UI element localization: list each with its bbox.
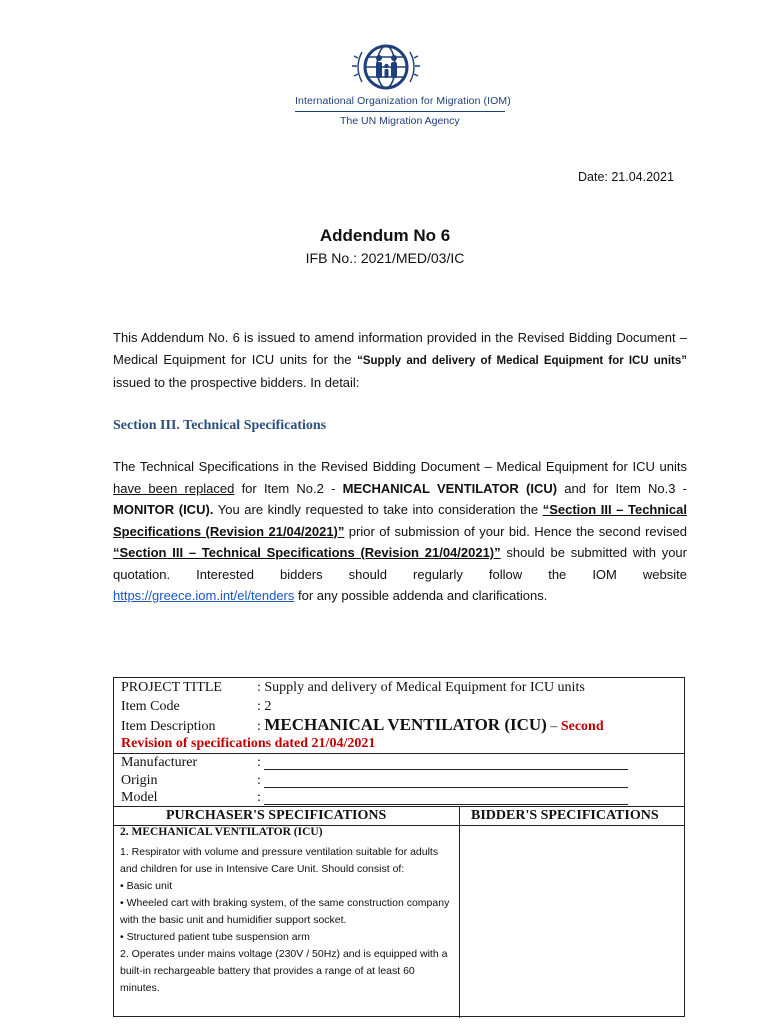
bidder-spec-header: BIDDER'S SPECIFICATIONS <box>471 808 659 823</box>
body-text: for any possible addenda and clarifications. <box>294 588 548 603</box>
intro-bold-title: “Supply and delivery of Medical Equipment for ICU units” <box>357 354 687 367</box>
ifb-number: IFB No.: 2021/MED/03/IC <box>305 250 465 266</box>
body-text: should be submitted with your quotation. Interested bidders should regularly follow the IOM website <box>113 545 687 582</box>
logo-tagline: The UN Migration Agency <box>340 115 460 127</box>
purchaser-spec-header: PURCHASER'S SPECIFICATIONS <box>166 808 387 823</box>
spec-line: • Basic unit <box>120 880 173 892</box>
spec-list <box>120 844 455 997</box>
manufacturer-field[interactable] <box>264 769 628 770</box>
item-description-label: Item Description <box>121 719 216 734</box>
document-title: Addendum No 6 <box>319 226 451 245</box>
item-code-value: : 2 <box>257 699 272 714</box>
section-heading: Section III. Technical Specifications <box>113 418 327 433</box>
spec-line: 1. Respirator with volume and pressure ventilation suitable for adults and children for use in Intensive Care Unit. Should consist of: <box>120 846 439 875</box>
item-description-name: MECHANICAL VENTILATOR (ICU) <box>264 715 547 734</box>
section-ref-1: “Section III – Technical Specifications (Revision 21/04/2021)” <box>113 502 687 539</box>
intro-text-end: issued to the prospective bidders. In detail: <box>113 375 360 390</box>
colon: : <box>257 719 265 734</box>
logo-org-name: International Organization for Migration (IOM) <box>295 95 511 107</box>
item-2-name: MECHANICAL VENTILATOR (ICU) <box>342 480 558 496</box>
document-date: Date: 21.04.2021 <box>578 170 674 184</box>
spec-title: 2. MECHANICAL VENTILATOR (ICU) <box>120 826 323 838</box>
body-text: prior of submission of your bid. Hence the second revised <box>344 523 687 539</box>
body-text: The Technical Specifications in the Revised Bidding Document – Medical Equipment for ICU units <box>113 459 687 474</box>
spec-line: • Wheeled cart with braking system, of the same construction company with the basic unit and humidifier support socket. <box>120 897 450 926</box>
intro-paragraph <box>113 327 687 394</box>
item-3-name: MONITOR (ICU). <box>113 502 214 517</box>
spec-line: 2. Operates under mains voltage (230V / 50Hz) and is equipped with a built-in rechargeable battery that provides a range of at least 60 minutes. <box>120 948 448 994</box>
tenders-link[interactable]: https://greece.iom.int/el/tenders <box>113 588 295 603</box>
origin-label: Origin <box>121 773 158 788</box>
item-description-value <box>257 715 604 735</box>
spec-line: • Structured patient tube suspension arm <box>120 931 310 943</box>
spec-form <box>113 677 685 1017</box>
intro-text: This Addendum No. 6 is issued to amend information provided in the Revised Bidding Document – Medical Equipment for ICU units for the <box>113 330 687 367</box>
dash: – <box>546 719 561 734</box>
manufacturer-colon: : <box>257 755 261 770</box>
form-divider <box>114 753 684 754</box>
revision-note-1: Second <box>560 719 604 734</box>
model-field[interactable] <box>264 804 628 805</box>
body-paragraph <box>113 456 687 607</box>
model-colon: : <box>257 790 261 805</box>
column-divider <box>459 806 460 1018</box>
body-text: and for Item No.3 - <box>557 480 687 496</box>
origin-field[interactable] <box>264 787 628 788</box>
table-top-rule <box>114 806 684 807</box>
project-title-label: PROJECT TITLE <box>121 680 222 695</box>
body-text: You are kindly requested to take into consideration the <box>213 502 543 517</box>
project-title-value: : Supply and delivery of Medical Equipment for ICU units <box>257 680 585 695</box>
manufacturer-label: Manufacturer <box>121 755 198 770</box>
body-underline: have been replaced <box>113 480 235 496</box>
model-label: Model <box>121 790 158 805</box>
body-text: for Item No.2 - <box>234 480 343 496</box>
item-code-label: Item Code <box>121 699 180 714</box>
iom-emblem-icon <box>295 36 507 96</box>
section-ref-2: “Section III – Technical Specifications (Revision 21/04/2021)” <box>113 545 501 560</box>
revision-note-2: Revision of specifications dated 21/04/2021 <box>121 736 376 751</box>
origin-colon: : <box>257 773 261 788</box>
logo-divider <box>295 111 505 112</box>
